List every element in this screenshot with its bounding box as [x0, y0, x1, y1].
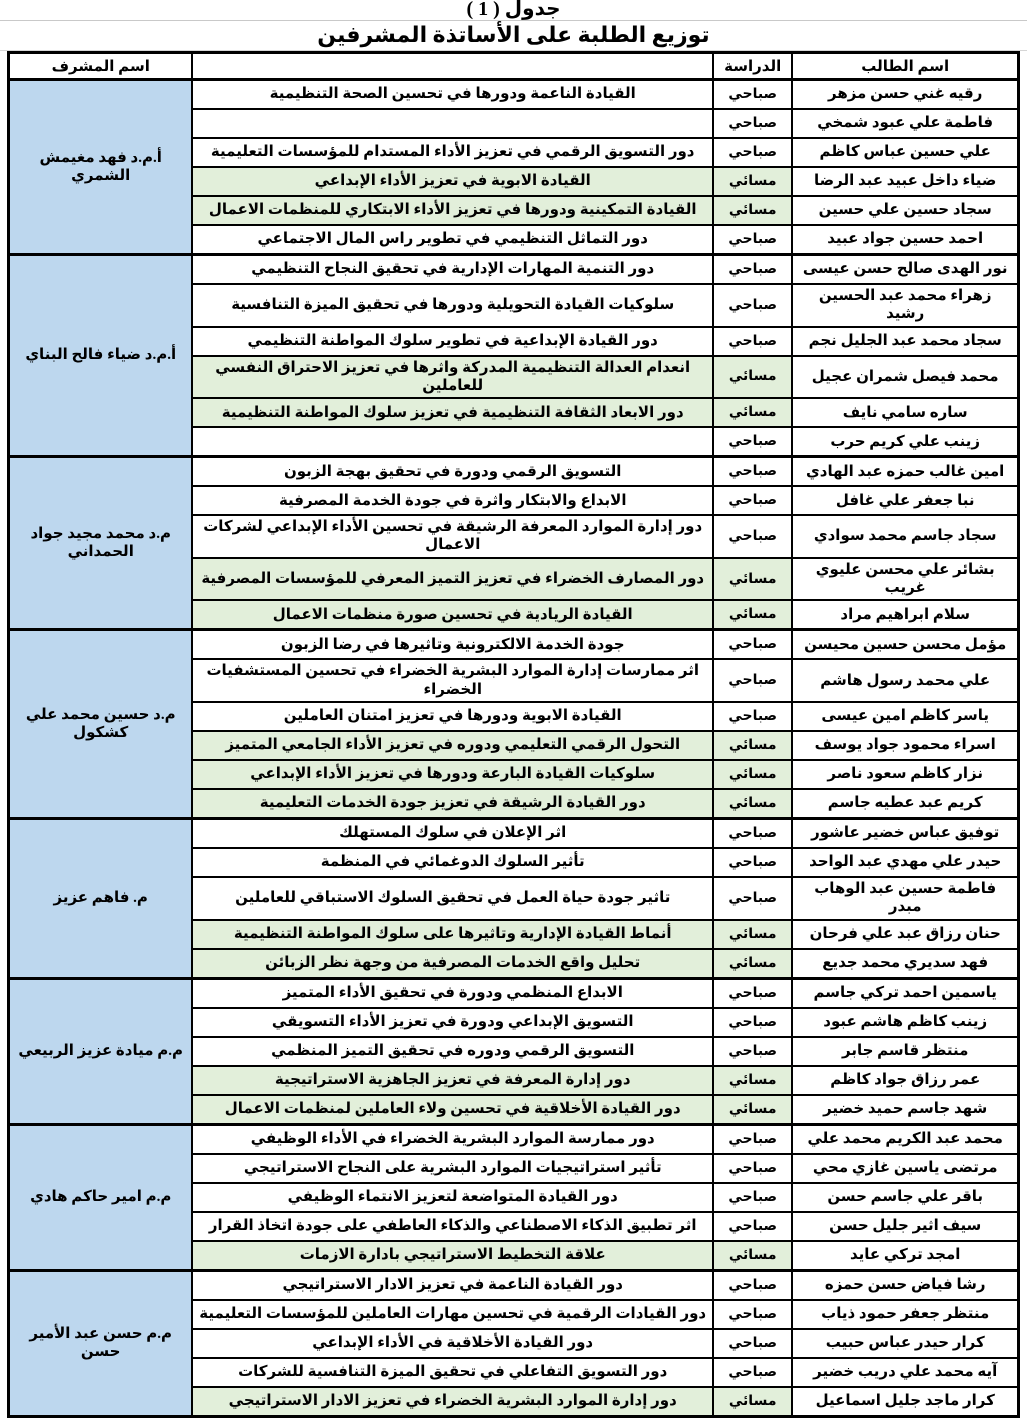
table-row [9, 457, 1019, 487]
study-type-cell: صباحي [713, 486, 792, 515]
study-type-cell: مسائي [713, 920, 792, 949]
supervisor-name-cell: م. فاهم عزيز [9, 818, 193, 978]
study-type-cell: مسائي [713, 1387, 792, 1417]
study-type-cell: صباحي [713, 327, 792, 356]
student-name-cell: محمد عبد الكريم محمد علي [792, 1124, 1018, 1154]
study-type-cell: صباحي [713, 818, 792, 848]
study-type-cell: صباحي [713, 1212, 792, 1241]
study-type-cell: مسائي [713, 167, 792, 196]
study-type-cell: صباحي [713, 1300, 792, 1329]
supervisor-name-cell: م.د محمد مجيد جواد الحمداني [9, 457, 193, 630]
student-name-cell: بشائر علي محسن عليوي غريب [792, 558, 1018, 601]
research-title-cell: علاقة التخطيط الاستراتيجي بادارة الازمات [192, 1241, 713, 1271]
research-title-cell: دور إدارة الموارد البشرية الخضراء في تعزيز الادار الاستراتيجي [192, 1387, 713, 1417]
supervisor-name-cell: م.م حسن عبد الأمير حسن [9, 1270, 193, 1416]
research-title-cell: دور التنمية المهارات الإدارية في تحقيق النجاح التنظيمي [192, 255, 713, 285]
research-title-cell: دور إدارة الموارد المعرفة الرشيقة في تحسين الأداء الإبداعي لشركات الاعمال [192, 515, 713, 558]
student-name-cell: توفيق عباس خضير عاشور [792, 818, 1018, 848]
table-row [9, 978, 1019, 1008]
research-title-cell: القيادة التمكينية ودورها في تعزيز الأداء الابتكاري للمنظمات الاعمال [192, 196, 713, 225]
table-row [9, 1270, 1019, 1300]
student-name-cell: رشا فياض حسن حمزه [792, 1270, 1018, 1300]
student-name-cell: امين غالب حمزه عبد الهادي [792, 457, 1018, 487]
student-name-cell: نور الهدى صالح حسن عيسى [792, 255, 1018, 285]
research-title-cell: دور التسويق التفاعلي في تحقيق الميزة التنافسية للشركات [192, 1358, 713, 1387]
student-name-cell: حيدر علي مهدي عبد الواحد [792, 848, 1018, 877]
student-name-cell: منتظر جعفر حمود ذياب [792, 1300, 1018, 1329]
study-type-cell: مسائي [713, 949, 792, 979]
research-title-cell: دور القيادة الناعمة في تعزيز الادار الاستراتيجي [192, 1270, 713, 1300]
research-title-cell: دور المصارف الخضراء في تعزيز التميز المعرفي للمؤسسات المصرفية [192, 558, 713, 601]
table-row [9, 255, 1019, 285]
student-name-cell: مؤمل محسن حسين محيسن [792, 630, 1018, 660]
student-name-cell: زينب علي كريم حرب [792, 427, 1018, 457]
table-row [9, 80, 1019, 110]
study-type-cell: مسائي [713, 760, 792, 789]
study-type-cell: مسائي [713, 398, 792, 427]
research-title-cell: الابداع المنظمي ودورة في تحقيق الأداء المتميز [192, 978, 713, 1008]
student-name-cell: اسراء محمود جواد يوسف [792, 731, 1018, 760]
research-title-cell: القيادة الريادية في تحسين صورة منظمات الاعمال [192, 600, 713, 630]
research-title-cell: سلوكيات القيادة التحويلية ودورها في تحقيق الميزة التنافسية [192, 284, 713, 327]
student-name-cell: فهد سديري محمد جديع [792, 949, 1018, 979]
research-title-cell: دور الابعاد الثقافة التنظيمية في تعزيز سلوك المواطنة التنظيمية [192, 398, 713, 427]
research-title-cell: تحليل واقع الخدمات المصرفية من وجهة نظر الزبائن [192, 949, 713, 979]
study-type-cell: صباحي [713, 659, 792, 702]
student-name-cell: علي محمد رسول هاشم [792, 659, 1018, 702]
student-name-cell: آيه محمد علي دريب خضير [792, 1358, 1018, 1387]
study-type-cell: صباحي [713, 284, 792, 327]
student-name-cell: فاطمة علي عبود شمخي [792, 109, 1018, 138]
study-type-cell: صباحي [713, 138, 792, 167]
table-row [9, 1124, 1019, 1154]
student-name-cell: نزار كاظم سعود ناصر [792, 760, 1018, 789]
research-title-cell: جودة الخدمة الالكترونية وتاثيرها في رضا الزبون [192, 630, 713, 660]
research-title-cell: التسويق الرقمي ودورة في تحقيق بهجة الزبون [192, 457, 713, 487]
research-title-cell: التسويق الإبداعي ودورة في تعزيز الأداء التسويقي [192, 1008, 713, 1037]
student-name-cell: زهراء محمد عبد الحسين رشيد [792, 284, 1018, 327]
student-name-cell: ياسمين احمد تركي جاسم [792, 978, 1018, 1008]
research-title-cell: دور التماثل التنظيمي في تطوير راس المال الاجتماعي [192, 225, 713, 255]
study-type-cell: صباحي [713, 1124, 792, 1154]
student-name-cell: شهد جاسم حميد خضير [792, 1095, 1018, 1125]
study-type-cell: صباحي [713, 877, 792, 920]
student-name-cell: رقيه غني حسن مزهر [792, 80, 1018, 110]
student-name-cell: منتظر قاسم جابر [792, 1037, 1018, 1066]
study-type-cell: مسائي [713, 789, 792, 819]
research-title-cell: التحول الرقمي التعليمي ودوره في تعزيز الأداء الجامعي المتميز [192, 731, 713, 760]
header-row [9, 53, 1019, 80]
student-name-cell: زينب كاظم هاشم عبود [792, 1008, 1018, 1037]
research-title-cell: سلوكيات القيادة البارعة ودورها في تعزيز الأداء الإبداعي [192, 760, 713, 789]
supervisor-name-cell: م.م امير حاكم هادي [9, 1124, 193, 1270]
student-name-cell: حنان رزاق عبد علي فرحان [792, 920, 1018, 949]
supervisor-name-cell: م.د حسين محمد علي كشكول [9, 630, 193, 819]
student-name-header: اسم الطالب [792, 53, 1018, 80]
study-type-cell: مسائي [713, 1095, 792, 1125]
supervisor-name-cell: م.م ميادة عزيز الربيعي [9, 978, 193, 1124]
study-type-cell: مسائي [713, 356, 792, 399]
research-title-cell: اثر تطبيق الذكاء الاصطناعي والذكاء العاطفي على جودة اتخاذ القرار [192, 1212, 713, 1241]
student-name-cell: عمر رزاق جواد كاظم [792, 1066, 1018, 1095]
research-title-cell: القيادة الابوية ودورها في تعزيز امتنان العاملين [192, 702, 713, 731]
supervisor-name-cell: أ.م.د فهد مغيمش الشمري [9, 80, 193, 255]
research-title-cell: أنماط القيادة الإدارية وتاثيرها على سلوك المواطنة التنظيمية [192, 920, 713, 949]
study-type-cell: مسائي [713, 600, 792, 630]
study-type-cell: مسائي [713, 1241, 792, 1271]
research-title-cell: القيادة الابوية في تعزيز الأداء الإبداعي [192, 167, 713, 196]
study-type-cell: مسائي [713, 731, 792, 760]
student-name-cell: مرتضى ياسين غازي محي [792, 1154, 1018, 1183]
study-type-cell: صباحي [713, 1154, 792, 1183]
student-name-cell: سجاد جاسم محمد سوادي [792, 515, 1018, 558]
research-title-cell: اثر الإعلان في سلوك المستهلك [192, 818, 713, 848]
student-name-cell: محمد فيصل شمران عجيل [792, 356, 1018, 399]
student-name-cell: ساره سامي نايف [792, 398, 1018, 427]
research-title-cell: تأثير السلوك الدوغمائي في المنظمة [192, 848, 713, 877]
study-type-cell: صباحي [713, 1183, 792, 1212]
study-type-cell: صباحي [713, 630, 792, 660]
research-title-cell [192, 427, 713, 457]
research-title-cell: الابداع والابتكار واثرة في جودة الخدمة المصرفية [192, 486, 713, 515]
table-row [9, 630, 1019, 660]
study-type-cell: صباحي [713, 1008, 792, 1037]
student-name-cell: سجاد حسين علي حسين [792, 196, 1018, 225]
research-title-cell: التسويق الرقمي ودوره في تحقيق التميز المنظمي [192, 1037, 713, 1066]
student-name-cell: كريم عبد عطيه جاسم [792, 789, 1018, 819]
study-type-cell: صباحي [713, 1329, 792, 1358]
student-name-cell: نبا جعفر علي غافل [792, 486, 1018, 515]
study-type-cell: صباحي [713, 457, 792, 487]
study-type-cell: صباحي [713, 80, 792, 110]
research-title-cell: دور القيادة المتواضعة لتعزيز الانتماء الوظيفي [192, 1183, 713, 1212]
research-title-cell: انعدام العدالة التنظيمية المدركة واثرها في تعزيز الاحتراق النفسي للعاملين [192, 356, 713, 399]
table-number-title: جدول ( 1 ) [0, 0, 1027, 21]
student-name-cell: احمد حسين جواد عبيد [792, 225, 1018, 255]
research-title-cell: دور القيادة الأخلاقية في تحسين ولاء العاملين لمنظمات الاعمال [192, 1095, 713, 1125]
study-type-cell: مسائي [713, 1066, 792, 1095]
student-name-cell: سجاد محمد عبد الجليل نجم [792, 327, 1018, 356]
student-name-cell: كرار حيدر عباس حبيب [792, 1329, 1018, 1358]
study-type-cell: صباحي [713, 1037, 792, 1066]
research-title-cell: القيادة الناعمة ودورها في تحسين الصحة التنظيمية [192, 80, 713, 110]
research-title-cell: دور ممارسة الموارد البشرية الخضراء في الأداء الوظيفي [192, 1124, 713, 1154]
research-title-cell: تاثير جودة حياة العمل في تحقيق السلوك الاستباقي للعاملين [192, 877, 713, 920]
student-name-cell: علي حسين عباس كاظم [792, 138, 1018, 167]
study-type-cell: صباحي [713, 1270, 792, 1300]
supervisor-name-header: اسم المشرف [9, 53, 193, 80]
research-title-cell: اثر ممارسات إدارة الموارد البشرية الخضراء في تحسين المستشفيات الخضراء [192, 659, 713, 702]
study-type-cell: صباحي [713, 225, 792, 255]
research-title-cell: تأثير استراتيجيات الموارد البشرية على النجاح الاستراتيجي [192, 1154, 713, 1183]
student-name-cell: سلام ابراهيم مراد [792, 600, 1018, 630]
study-type-cell: صباحي [713, 848, 792, 877]
student-name-cell: ياسر كاظم امين عيسى [792, 702, 1018, 731]
research-title-header [192, 53, 713, 80]
table-row [9, 818, 1019, 848]
student-name-cell: سيف اثير جليل حسن [792, 1212, 1018, 1241]
study-type-cell: صباحي [713, 515, 792, 558]
supervisor-name-cell: أ.م.د ضياء فالح البناي [9, 255, 193, 457]
student-name-cell: امجد تركي عايد [792, 1241, 1018, 1271]
research-title-cell: دور القيادة الإبداعية في تطوير سلوك المواطنة التنظيمي [192, 327, 713, 356]
research-title-cell [192, 109, 713, 138]
study-type-cell: مسائي [713, 558, 792, 601]
study-type-cell: صباحي [713, 978, 792, 1008]
research-title-cell: دور التسويق الرقمي في تعزيز الأداء المستدام للمؤسسات التعليمية [192, 138, 713, 167]
page-title: توزيع الطلبة على الأساتذة المشرفين [0, 21, 1027, 51]
student-name-cell: كرار ماجد جليل اسماعيل [792, 1387, 1018, 1417]
student-name-cell: باقر علي جاسم حسن [792, 1183, 1018, 1212]
study-type-header: الدراسة [713, 53, 792, 80]
student-name-cell: فاطمة حسين عبد الوهاب مبدر [792, 877, 1018, 920]
study-type-cell: صباحي [713, 255, 792, 285]
research-title-cell: دور إدارة المعرفة في تعزيز الجاهزية الاستراتيجية [192, 1066, 713, 1095]
research-title-cell: دور القيادات الرقمية في تحسين مهارات العاملين للمؤسسات التعليمية [192, 1300, 713, 1329]
study-type-cell: صباحي [713, 109, 792, 138]
study-type-cell: صباحي [713, 1358, 792, 1387]
student-name-cell: ضياء داخل عبيد عبد الرضا [792, 167, 1018, 196]
research-title-cell: دور القيادة الأخلاقية في الأداء الإبداعي [192, 1329, 713, 1358]
students-supervisors-table [7, 51, 1020, 1418]
study-type-cell: مسائي [713, 196, 792, 225]
study-type-cell: صباحي [713, 427, 792, 457]
study-type-cell: صباحي [713, 702, 792, 731]
research-title-cell: دور القيادة الرشيقة في تعزيز جودة الخدمات التعليمية [192, 789, 713, 819]
